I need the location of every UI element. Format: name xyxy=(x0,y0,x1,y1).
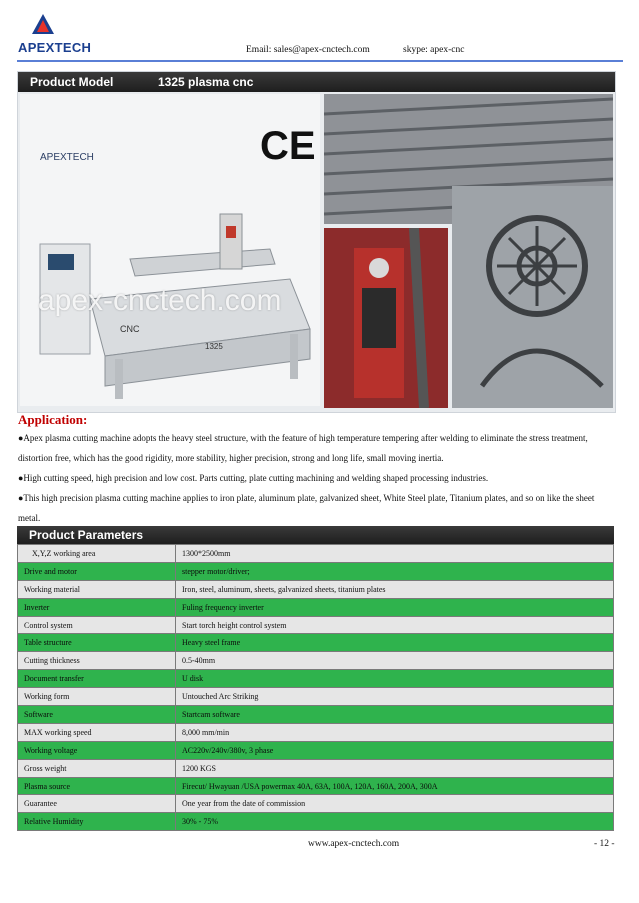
table-row xyxy=(18,723,614,741)
param-key: Guarantee xyxy=(18,795,176,813)
param-value: 1300*2500mm xyxy=(176,545,614,563)
application-paragraph-3: ●This high precision plasma cutting machine applies to iron plate, aluminum plate, galvanized sheet, White Steel plate, Titanium plates, and so on like the sheet metal. xyxy=(18,493,595,523)
table-row xyxy=(18,598,614,616)
table-row xyxy=(18,562,614,580)
svg-text:1325: 1325 xyxy=(205,342,223,351)
table-row xyxy=(18,652,614,670)
param-key: Relative Humidity xyxy=(18,813,176,831)
param-value: U disk xyxy=(176,670,614,688)
contact-email: Email: sales@apex-cnctech.com xyxy=(246,45,370,55)
torch-control-photo xyxy=(324,228,448,408)
param-key: Working material xyxy=(18,580,176,598)
param-key: Plasma source xyxy=(18,777,176,795)
table-row xyxy=(18,741,614,759)
machine-photo xyxy=(20,94,320,406)
application-paragraph-2: ●High cutting speed, high precision and low cost. Parts cutting, plate cutting machining and welding shaped processing industries. xyxy=(18,473,489,483)
parameters-table xyxy=(17,544,614,831)
page-number: - 12 - xyxy=(594,839,615,849)
param-value: One year from the date of commission xyxy=(176,795,614,813)
param-value: 30% - 75% xyxy=(176,813,614,831)
param-key: Working form xyxy=(18,688,176,706)
param-value: Startcam software xyxy=(176,706,614,724)
table-row xyxy=(18,706,614,724)
param-key: Table structure xyxy=(18,634,176,652)
photo-brand-label: APEXTECH xyxy=(40,152,94,163)
ce-mark: CE xyxy=(260,124,316,168)
table-row xyxy=(18,670,614,688)
product-banner xyxy=(17,71,616,413)
contact-skype: skype: apex-cnc xyxy=(403,45,465,55)
param-key: Document transfer xyxy=(18,670,176,688)
logo-triangle-icon xyxy=(32,14,54,36)
product-parameters-title: Product Parameters xyxy=(29,528,144,542)
table-row xyxy=(18,580,614,598)
table-row xyxy=(18,688,614,706)
param-key: Drive and motor xyxy=(18,562,176,580)
param-key: Control system xyxy=(18,616,176,634)
param-value: 1200 KGS xyxy=(176,759,614,777)
svg-text:CNC: CNC xyxy=(120,324,140,334)
product-parameters-bar xyxy=(17,526,614,544)
cut-sample-photo xyxy=(452,186,613,408)
param-value: 0.5-40mm xyxy=(176,652,614,670)
param-value: Iron, steel, aluminum, sheets, galvanized sheets, titanium plates xyxy=(176,580,614,598)
param-key: Inverter xyxy=(18,598,176,616)
table-row xyxy=(18,777,614,795)
param-key: Software xyxy=(18,706,176,724)
param-key: MAX working speed xyxy=(18,723,176,741)
torch-head-illustration xyxy=(324,228,448,408)
product-model-value: 1325 plasma cnc xyxy=(158,75,254,89)
cut-pattern-illustration xyxy=(452,186,613,408)
logo-text: APEXTECH xyxy=(18,40,92,55)
param-value: 8,000 mm/min xyxy=(176,723,614,741)
param-value: AC220v/240v/380v, 3 phase xyxy=(176,741,614,759)
watermark-text: apex-cnctech.com xyxy=(38,284,282,317)
param-value: stepper motor/driver; xyxy=(176,562,614,580)
param-value: Untouched Arc Striking xyxy=(176,688,614,706)
table-row xyxy=(18,813,614,831)
param-value: Start torch height control system xyxy=(176,616,614,634)
application-paragraph-1: ●Apex plasma cutting machine adopts the heavy steel structure, with the feature of high temperature tempering after welding to eliminate the stress treatment, distortion free, which has the good rigidity, more stability, higher precision, strong and long life, small moving inertia. xyxy=(18,433,588,463)
param-key: X,Y,Z working area xyxy=(18,545,176,563)
param-value: Firecut/ Hwayuan /USA powermax 40A, 63A, 100A, 120A, 160A, 200A, 300A xyxy=(176,777,614,795)
product-model-bar xyxy=(18,72,615,92)
header-divider xyxy=(17,60,623,62)
product-model-label: Product Model xyxy=(30,75,114,89)
param-key: Gross weight xyxy=(18,759,176,777)
footer-website-link[interactable]: www.apex-cnctech.com xyxy=(308,839,400,849)
param-value: Heavy steel frame xyxy=(176,634,614,652)
table-row xyxy=(18,634,614,652)
table-row xyxy=(18,616,614,634)
param-value: Fuling frequency inverter xyxy=(176,598,614,616)
table-row xyxy=(18,759,614,777)
param-key: Cutting thickness xyxy=(18,652,176,670)
table-row xyxy=(18,545,614,563)
application-heading: Application: xyxy=(18,412,88,427)
table-row xyxy=(18,795,614,813)
apextech-logo xyxy=(18,14,128,54)
param-key: Working voltage xyxy=(18,741,176,759)
